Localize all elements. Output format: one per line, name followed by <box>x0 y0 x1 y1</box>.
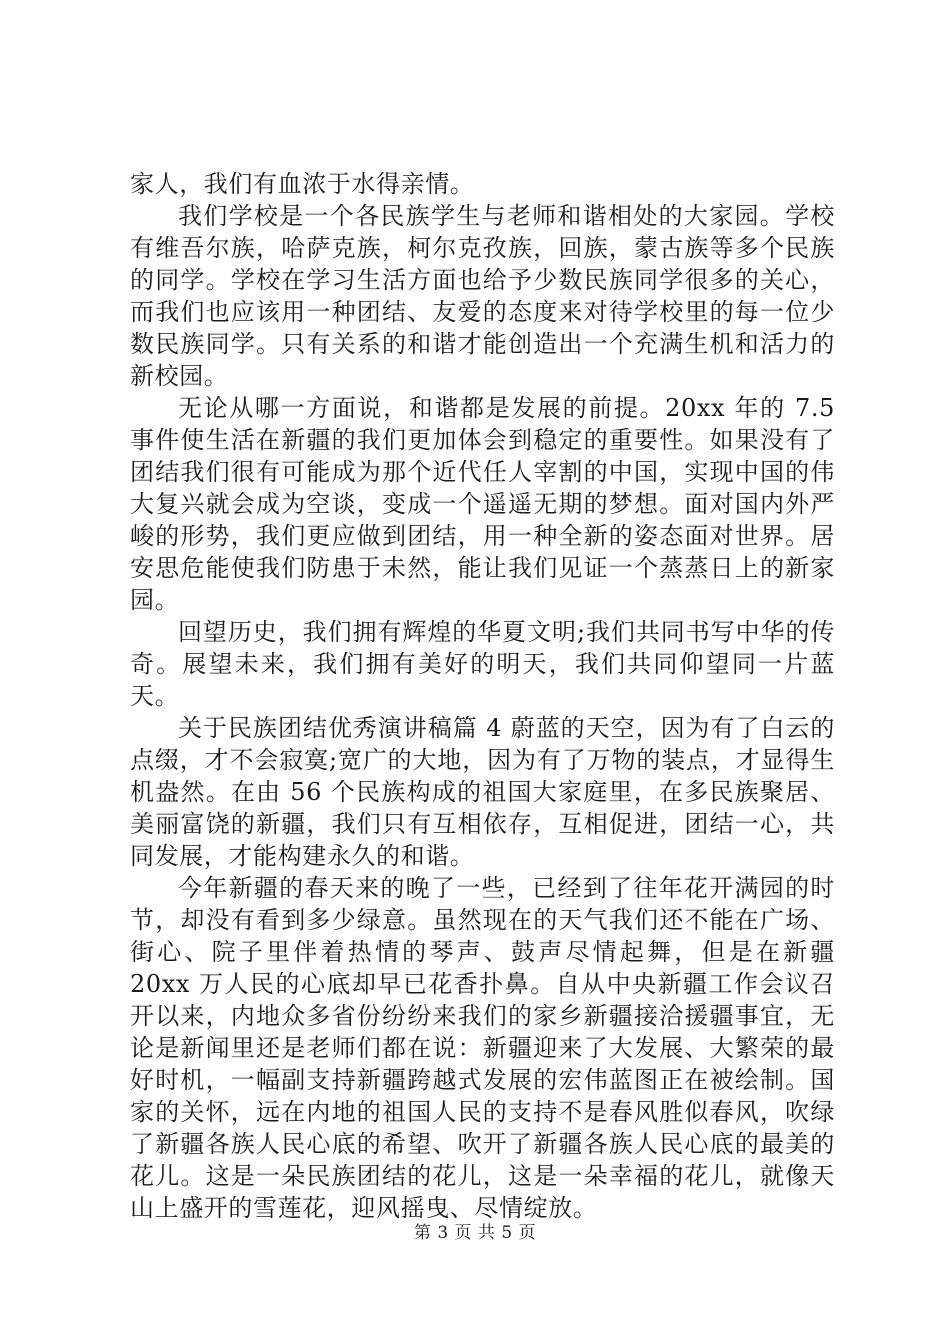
paragraph-school: 我们学校是一个各民族学生与老师和谐相处的大家园。学校有维吾尔族，哈萨克族，柯尔克孜族，回族，蒙古族等多个民族的同学。学校在学习生活方面也给予少数民族同学很多的关心，而我们也应该用一种团结、友爱的态度来对待学校里的每一位少数民族同学。只有关系的和谐才能创造出一个充满生机和活力的新校园。 <box>130 202 835 390</box>
paragraph-harmony: 无论从哪一方面说，和谐都是发展的前提。20xx 年的 7.5 事件使生活在新疆的我们更加体会到稳定的重要性。如果没有了团结我们很有可能成为那个近代任人宰割的中国，实现中国的伟大复兴就会成为空谈，变成一个遥遥无期的梦想。面对国内外严峻的形势，我们更应做到团结，用一种全新的姿态面对世界。居安思危能使我们防患于未然，能让我们见证一个蒸蒸日上的新家园。 <box>130 394 835 614</box>
paragraph-spring: 今年新疆的春天来的晚了一些，已经到了往年花开满园的时节，却没有看到多少绿意。虽然现在的天气我们还不能在广场、街心、院子里伴着热情的琴声、鼓声尽情起舞，但是在新疆 20xx 万人民的心底却早已花香扑鼻。自从中央新疆工作会议召开以来，内地众多省份纷纷来我们的家乡新疆接洽援疆事宜，无论是新闻里还是老师们都在说：新疆迎来了大发展、大繁荣的最好时机，一幅副支持新疆跨越式发展的宏伟蓝图正在被绘制。国家的关怀，远在内地的祖国人民的支持不是春风胜似春风，吹绿了新疆各族人民心底的希望、吹开了新疆各族人民心底的最美的花儿。这是一朵民族团结的花儿，这是一朵幸福的花儿，就像天山上盛开的雪莲花，迎风摇曳、尽情绽放。 <box>130 874 835 1222</box>
document-body <box>130 168 835 1224</box>
paragraph-speech-4: 关于民族团结优秀演讲稿篇 4 蔚蓝的天空，因为有了白云的点缀，才不会寂寞;宽广的大地，因为有了万物的装点，才显得生机盎然。在由 56 个民族构成的祖国大家庭里，在多民族聚居、美丽富饶的新疆，我们只有互相依存，互相促进，团结一心，共同发展，才能构建永久的和谐。 <box>130 714 835 870</box>
paragraph-continued: 家人，我们有血浓于水得亲情。 <box>130 170 475 198</box>
paragraph-history: 回望历史，我们拥有辉煌的华夏文明;我们共同书写中华的传奇。展望未来，我们拥有美好的明天，我们共同仰望同一片蓝天。 <box>130 618 835 710</box>
page-number-footer: 第 3 页 共 5 页 <box>413 1223 537 1243</box>
